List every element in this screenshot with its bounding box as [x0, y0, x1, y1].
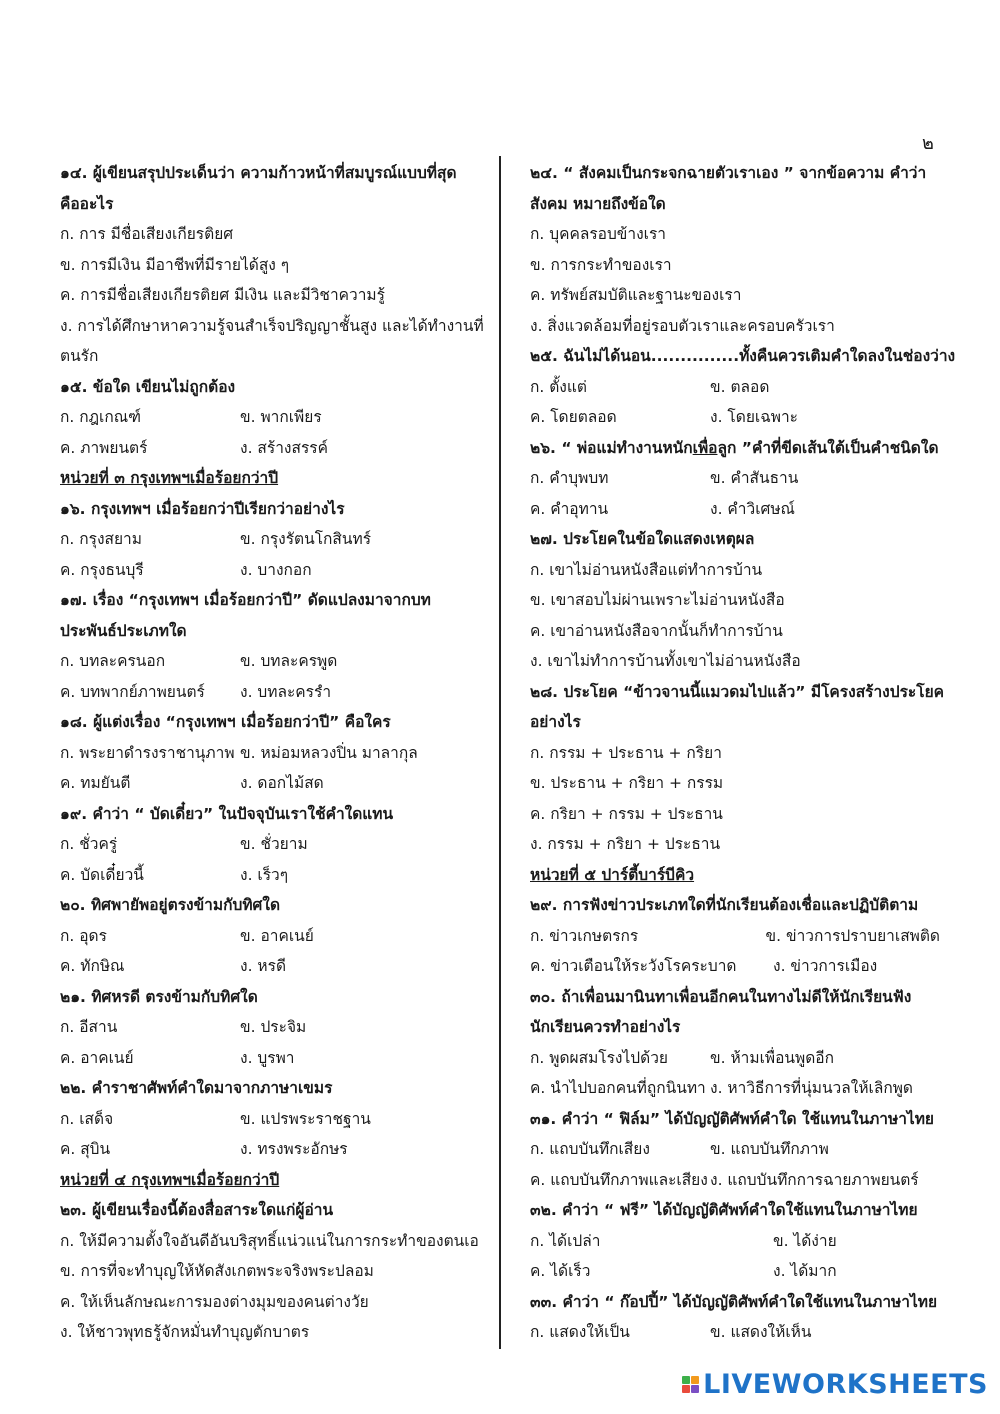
- choice[interactable]: ข. หม่อมหลวงปิ่น มาลากุล: [240, 743, 418, 762]
- choice[interactable]: ข. แสดงให้เห็น: [710, 1323, 812, 1341]
- choice-row: [530, 1256, 940, 1287]
- choice[interactable]: ค. การมีชื่อเสียงเกียรติยศ มีเงิน และมีวิชาความรู้: [60, 286, 385, 304]
- question-28-continued: อย่างไร: [530, 713, 581, 731]
- choice-row: [60, 1043, 480, 1074]
- choice[interactable]: ง. ข่าวการเมือง: [773, 957, 878, 975]
- unit-heading-4: หน่วยที่ ๔ กรุงเทพฯเมื่อร้อยกว่าปี: [60, 1170, 280, 1189]
- choice[interactable]: ก. ชั่วครู่: [60, 835, 118, 853]
- choice[interactable]: ข. การมีเงิน มีอาชีพที่มีรายได้สูง ๆ: [60, 255, 290, 274]
- unit-heading-3: หน่วยที่ ๓ กรุงเทพฯเมื่อร้อยกว่าปี: [60, 469, 279, 487]
- question-24: ๒๔. “ สังคมเป็นกระจกฉายตัวเราเอง ” จากข้อความ คำว่า: [530, 164, 927, 182]
- choice-row: [60, 860, 480, 891]
- choice[interactable]: ค. บทพากย์ภาพยนตร์: [60, 682, 205, 701]
- choice[interactable]: ค. สุบิน: [60, 1140, 111, 1158]
- choice[interactable]: ก. ตั้งแต่: [530, 377, 587, 396]
- choice[interactable]: ค. ได้เร็ว: [530, 1262, 591, 1280]
- question-17-continued: ประพันธ์ประเภทใด: [60, 621, 187, 640]
- choice[interactable]: ง. บูรพา: [240, 1048, 295, 1067]
- choice[interactable]: ง. บางกอก: [240, 560, 312, 579]
- logo-text: LIVEWORKSHEETS: [703, 1369, 988, 1400]
- choice[interactable]: ค. แถบบันทึกภาพและเสียง: [530, 1170, 708, 1189]
- question-18: ๑๘. ผู้แต่งเรื่อง “กรุงเทพฯ เมื่อร้อยกว่าปี” คือใคร: [60, 713, 391, 731]
- choice-row: [60, 768, 480, 799]
- left-column: [60, 158, 484, 1348]
- question-30-continued: นักเรียนควรทำอย่างไร: [530, 1018, 681, 1036]
- question-19: ๑๙. คำว่า “ บัดเดี๋ยว” ในปัจจุบันเราใช้คำใดแทน: [60, 804, 394, 823]
- choice[interactable]: ง. โดยเฉพาะ: [710, 408, 798, 426]
- choice[interactable]: ง. บทละครรำ: [240, 682, 332, 701]
- choice-row: [530, 1073, 940, 1104]
- question-14: ๑๔. ผู้เขียนสรุปประเด็นว่า ความก้าวหน้าที่สมบูรณ์แบบที่สุด: [60, 164, 457, 182]
- choice[interactable]: ง. เขาไม่ทำการบ้านทั้งเขาไม่อ่านหนังสือ: [530, 652, 801, 670]
- choice[interactable]: ก. กฎเกณฑ์: [60, 408, 141, 426]
- choice-row: [530, 1317, 940, 1348]
- choice[interactable]: ค. กรุงธนบุรี: [60, 560, 144, 579]
- choice[interactable]: ข. การกระทำของเรา: [530, 255, 672, 274]
- choice[interactable]: ก. ข่าวเกษตรกร: [530, 926, 639, 945]
- choice[interactable]: ก. คำบุพบท: [530, 469, 609, 487]
- question-22: ๒๒. คำราชาศัพท์คำใดมาจากภาษาเขมร: [60, 1079, 333, 1097]
- choice[interactable]: ค. อาคเนย์: [60, 1048, 134, 1067]
- choice[interactable]: ง. กรรม + กริยา + ประธาน: [530, 835, 721, 853]
- question-14-continued: คืออะไร: [60, 194, 114, 213]
- choice-row: [530, 1134, 940, 1165]
- choice-row: [60, 646, 480, 677]
- question-27: ๒๗. ประโยคในข้อใดแสดงเหตุผล: [530, 530, 755, 548]
- choice-row: [60, 433, 480, 464]
- choice[interactable]: ง. ให้ชาวพุทธรู้จักหมั่นทำบุญตักบาตร: [60, 1323, 310, 1341]
- choice[interactable]: ข. เขาสอบไม่ผ่านเพราะไม่อ่านหนังสือ: [530, 591, 785, 609]
- choice-row: [530, 372, 940, 403]
- question-24-continued: สังคม หมายถึงข้อใด: [530, 194, 666, 213]
- choice-row: [60, 951, 480, 982]
- choice[interactable]: ง. คำวิเศษณ์: [710, 499, 795, 518]
- underlined-word: เพื่อ: [692, 438, 718, 457]
- choice[interactable]: ค. เขาอ่านหนังสือจากนั้นก็ทำการบ้าน: [530, 621, 783, 640]
- question-33: ๓๓. คำว่า “ ก๊อปปี้” ได้บัญญัติศัพท์คำใดใช้แทนในภาษาไทย: [530, 1292, 938, 1311]
- choice[interactable]: ก. บทละครนอก: [60, 652, 166, 670]
- choice[interactable]: ง. ทรงพระอักษร: [240, 1140, 348, 1158]
- choice[interactable]: ข. บทละครพูด: [240, 652, 338, 670]
- choice-row: [60, 524, 480, 555]
- question-25: ๒๕. ฉันไม่ได้นอน...............ทั้งคืนควรเติมคำใดลงในช่องว่าง: [530, 347, 956, 365]
- choice[interactable]: ก. แถบบันทึกเสียง: [530, 1140, 650, 1158]
- choice[interactable]: ข. ประจิม: [240, 1018, 307, 1036]
- choice[interactable]: ค. ทมยันตี: [60, 774, 131, 792]
- choice[interactable]: ง. แถบบันทึกการฉายภาพยนตร์: [710, 1170, 919, 1189]
- question-30: ๓๐. ถ้าเพื่อนมานินทาเพื่อนอีกคนในทางไม่ดีให้นักเรียนฟัง: [530, 987, 912, 1006]
- choice[interactable]: ค. ภาพยนตร์: [60, 438, 148, 457]
- choice-row: [530, 951, 940, 982]
- choice[interactable]: ก. เสด็จ: [60, 1109, 114, 1128]
- choice[interactable]: ง. ได้มาก: [773, 1262, 837, 1280]
- choice-row: [60, 921, 480, 952]
- question-26: [530, 433, 940, 464]
- choice[interactable]: ค. กริยา + กรรม + ประธาน: [530, 804, 723, 823]
- choice-continued: ตนรัก: [60, 347, 99, 365]
- choice[interactable]: ข. ได้ง่าย: [773, 1231, 837, 1250]
- right-column: [530, 158, 956, 1348]
- choice[interactable]: ก. พูดผสมโรงไปด้วย: [530, 1048, 668, 1067]
- choice-row: [530, 1226, 940, 1257]
- choice[interactable]: ก. ให้มีความตั้งใจอันดีอันบริสุทธิ์แน่วแน่ในการกระทำของตนเอ: [60, 1231, 479, 1250]
- choice[interactable]: ง. สร้างสรรค์: [240, 438, 328, 457]
- unit-heading-5: หน่วยที่ ๕ ปาร์ตี้บาร์บีคิว: [530, 865, 695, 884]
- choice[interactable]: ก. การ มีชื่อเสียงเกียรติยศ: [60, 225, 234, 243]
- question-20: ๒๐. ทิศพายัพอยู่ตรงข้ามกับทิศใด: [60, 896, 281, 914]
- choice-row: [530, 1165, 940, 1196]
- column-divider: [499, 156, 501, 1349]
- choice[interactable]: ข. พากเพียร: [240, 408, 322, 426]
- logo-badge-icon: [682, 1376, 699, 1393]
- choice-row: [60, 1104, 480, 1135]
- choice[interactable]: ข. ชั่วยาม: [240, 835, 308, 853]
- choice-row: [530, 463, 940, 494]
- choice[interactable]: ค. โดยตลอด: [530, 408, 617, 426]
- choice-row: [60, 829, 480, 860]
- choice[interactable]: ง. หาวิธีการที่นุ่มนวลให้เลิกพูด: [710, 1079, 913, 1097]
- choice[interactable]: ง. การได้ศึกษาหาความรู้จนสำเร็จปริญญาชั้นสูง และได้ทำงานที่: [60, 316, 484, 335]
- choice[interactable]: ค. ทรัพย์สมบัติและฐานะของเรา: [530, 286, 742, 304]
- choice[interactable]: ก. กรุงสยาม: [60, 530, 142, 548]
- choice[interactable]: ก. กรรม + ประธาน + กริยา: [530, 743, 722, 762]
- choice-row: [530, 494, 940, 525]
- choice[interactable]: ก. แสดงให้เป็น: [530, 1323, 630, 1341]
- choice[interactable]: ง. สิ่งแวดล้อมที่อยู่รอบตัวเราและครอบครัวเรา: [530, 316, 835, 335]
- question-26-text-end: ลูก ”คำที่ขีดเส้นใต้เป็นคำชนิดใด: [717, 438, 939, 457]
- question-28: ๒๘. ประโยค “ข้าวจานนี้แมวดมไปแล้ว” มีโครงสร้างประโยค: [530, 682, 945, 701]
- question-15: ๑๕. ข้อใด เขียนไม่ถูกต้อง: [60, 377, 236, 396]
- choice-row: [60, 1012, 480, 1043]
- choice-row: [60, 555, 480, 586]
- choice-row: [530, 402, 940, 433]
- choice-row: [530, 1043, 940, 1074]
- choice[interactable]: ข. การที่จะทำบุญให้หัดสังเกตพระจริงพระปลอม: [60, 1262, 374, 1280]
- choice[interactable]: ง. ดอกไม้สด: [240, 774, 324, 792]
- choice[interactable]: ก. อุดร: [60, 926, 107, 945]
- question-16: ๑๖. กรุงเทพฯ เมื่อร้อยกว่าปีเรียกว่าอย่างไร: [60, 499, 345, 518]
- choice-row: [60, 402, 480, 433]
- choice[interactable]: ก. เขาไม่อ่านหนังสือแต่ทำการบ้าน: [530, 560, 763, 579]
- choice[interactable]: ง. หรดี: [240, 957, 287, 975]
- choice[interactable]: ข. ห้ามเพื่อนพูดอีก: [710, 1048, 834, 1067]
- choice-row: [60, 677, 480, 708]
- question-21: ๒๑. ทิศหรดี ตรงข้ามกับทิศใด: [60, 987, 258, 1006]
- question-26-text: ๒๖. “ พ่อแม่ทำงานหนัก: [530, 438, 693, 457]
- choice[interactable]: ก. บุคคลรอบข้างเรา: [530, 225, 666, 243]
- choice[interactable]: ค. ให้เห็นลักษณะการมองต่างมุมของคนต่างวัย: [60, 1292, 369, 1311]
- choice[interactable]: ค. ทักษิณ: [60, 957, 125, 975]
- choice-row: [60, 1134, 480, 1165]
- liveworksheets-logo[interactable]: [682, 1369, 988, 1400]
- choice[interactable]: ก. ได้เปล่า: [530, 1231, 601, 1250]
- choice[interactable]: ก. พระยาดำรงราชานุภาพ: [60, 743, 235, 762]
- question-17: ๑๗. เรื่อง “กรุงเทพฯ เมื่อร้อยกว่าปี” ดัดแปลงมาจากบท: [60, 591, 431, 609]
- choice[interactable]: ก. อีสาน: [60, 1018, 118, 1036]
- choice[interactable]: ข. กรุงรัตนโกสินทร์: [240, 530, 372, 548]
- page-number: ๒: [922, 133, 934, 154]
- choice[interactable]: ข. อาคเนย์: [240, 926, 314, 945]
- choice[interactable]: ข. ตลอด: [710, 377, 770, 396]
- question-31: ๓๑. คำว่า “ ฟิล์ม” ได้บัญญัติศัพท์คำใด ใช้แทนในภาษาไทย: [530, 1109, 934, 1128]
- choice[interactable]: ค. บัดเดี๋ยวนี้: [60, 865, 144, 884]
- choice[interactable]: ค. ข่าวเตือนให้ระวังโรคระบาด: [530, 957, 737, 975]
- choice[interactable]: ข. แถบบันทึกภาพ: [710, 1140, 829, 1158]
- choice[interactable]: ข. แปรพระราชฐาน: [240, 1109, 371, 1128]
- choice[interactable]: ข. ข่าวการปราบยาเสพติด: [765, 926, 940, 945]
- choice[interactable]: ค. นำไปบอกคนที่ถูกนินทา: [530, 1079, 706, 1097]
- question-23: ๒๓. ผู้เขียนเรื่องนี้ต้องสื่อสาระใดแก่ผู้อ่าน: [60, 1201, 334, 1219]
- choice-row: [60, 738, 480, 769]
- choice-row: [530, 921, 940, 952]
- choice[interactable]: ข. คำสันธาน: [710, 469, 799, 487]
- choice[interactable]: ง. เร็วๆ: [240, 865, 289, 884]
- question-32: ๓๒. คำว่า “ ฟรี” ได้บัญญัติศัพท์คำใดใช้แทนในภาษาไทย: [530, 1201, 918, 1219]
- question-29: ๒๙. การฟังข่าวประเภทใดที่นักเรียนต้องเชื่อและปฏิบัติตาม: [530, 896, 919, 914]
- choice[interactable]: ค. คำอุทาน: [530, 499, 609, 518]
- choice[interactable]: ข. ประธาน + กริยา + กรรม: [530, 774, 724, 792]
